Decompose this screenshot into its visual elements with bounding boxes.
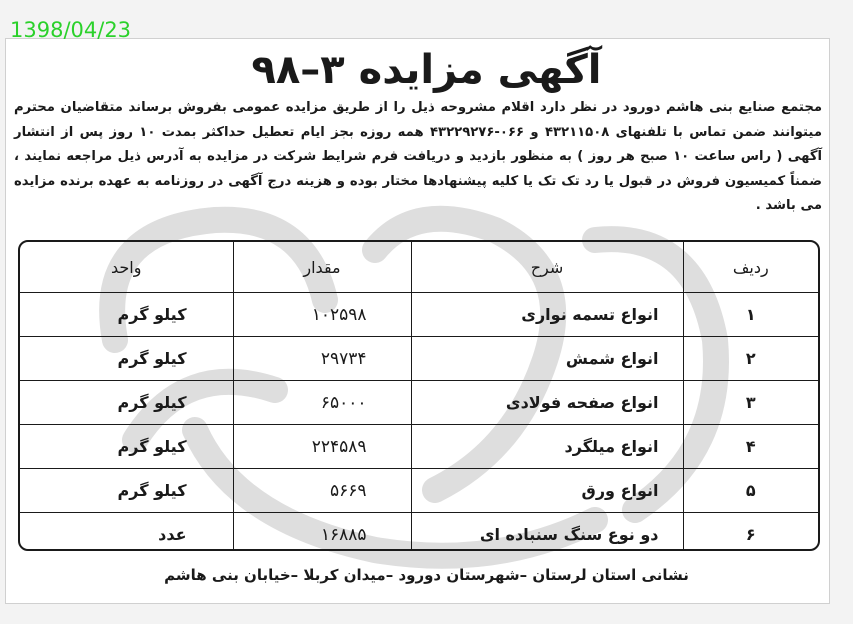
- address-line: نشانی استان لرستان –شهرستان دورود –میدان کربلا –خیابان بنی هاشم: [164, 566, 689, 584]
- cell-row-number: ۴: [683, 425, 818, 469]
- table-row: [20, 469, 818, 513]
- cell-quantity: ۲۹۷۳۴: [233, 337, 411, 381]
- cell-quantity: ۶۵۰۰۰: [233, 381, 411, 425]
- cell-description: دو نوع سنگ سنباده ای: [411, 513, 683, 552]
- cell-row-number: ۵: [683, 469, 818, 513]
- cell-row-number: ۲: [683, 337, 818, 381]
- cell-unit: عدد: [20, 513, 233, 552]
- cell-description: انواع ورق: [411, 469, 683, 513]
- table-row: [20, 513, 818, 552]
- cell-unit: کیلو گرم: [20, 381, 233, 425]
- table-row: [20, 293, 818, 337]
- table-header-row: [20, 242, 818, 293]
- cell-quantity: ۱۰۲۵۹۸: [233, 293, 411, 337]
- headline: آگهی مزایده ۳–۹۸: [251, 47, 602, 93]
- cell-description: انواع شمش: [411, 337, 683, 381]
- cell-row-number: ۱: [683, 293, 818, 337]
- header-unit: واحد: [20, 242, 233, 293]
- items-table: [18, 240, 820, 551]
- intro-paragraph: مجتمع صنایع بنی هاشم دورود در نظر دارد اقلام مشروحه ذیل را از طریق مزایده عمومی بفروش برساند متقاضیان محترم میتوانند ضمن تماس با تلفنهای ۴۳۲۱۱۵۰۸ و ۰۶۶-۴۳۲۲۹۲۷۶ همه روزه بجز ایام تعطیل حداکثر بمدت ۱۰ روز پس از انتشار آگهی ( راس ساعت ۱۰ صبح هر روز ) به منظور بازدید و دریافت فرم شرایط شرکت در مزایده به آدرس ذیل مراجعه نمایند ، ضمناً کمیسیون فروش در قبول یا رد تک تک یا کلیه پیشنهادها مختار بوده و هزینه درج آگهی در روزنامه به عهده برنده مزایده می باشد .: [14, 100, 823, 213]
- header-description: شرح: [411, 242, 683, 293]
- cell-quantity: ۲۲۴۵۸۹: [233, 425, 411, 469]
- cell-quantity: ۵۶۶۹: [233, 469, 411, 513]
- table-row: [20, 425, 818, 469]
- cell-quantity: ۱۶۸۸۵: [233, 513, 411, 552]
- cell-description: انواع میلگرد: [411, 425, 683, 469]
- cell-unit: کیلو گرم: [20, 425, 233, 469]
- cell-description: انواع تسمه نواری: [411, 293, 683, 337]
- cell-unit: کیلو گرم: [20, 337, 233, 381]
- cell-row-number: ۶: [683, 513, 818, 552]
- cell-unit: کیلو گرم: [20, 293, 233, 337]
- header-quantity: مقدار: [233, 242, 411, 293]
- cell-unit: کیلو گرم: [20, 469, 233, 513]
- date-stamp: 1398/04/23: [10, 18, 132, 42]
- cell-description: انواع صفحه فولادی: [411, 381, 683, 425]
- table-row: [20, 381, 818, 425]
- table-row: [20, 337, 818, 381]
- header-row-number: ردیف: [683, 242, 818, 293]
- cell-row-number: ۳: [683, 381, 818, 425]
